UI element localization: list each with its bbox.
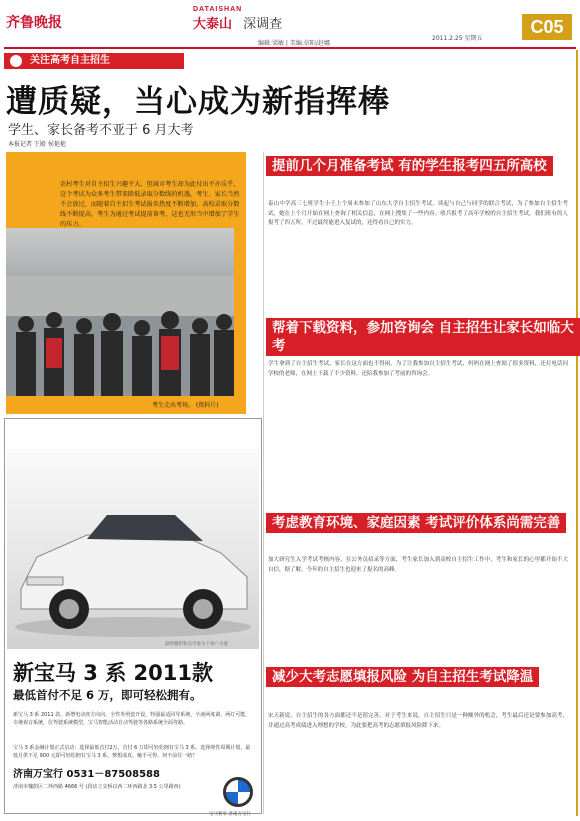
section-title-1: 提前几个月准备考试 有的学生报考四五所高校 — [266, 156, 553, 176]
masthead-en: DATAISHAN — [193, 6, 243, 13]
ad-fine-print: 最终随附和以市委为下客户为准 — [165, 642, 228, 647]
subheadline: 学生、家长备考不亚于 6 月大考 — [8, 123, 194, 138]
topic-banner — [4, 53, 184, 69]
car-illustration-icon — [7, 449, 259, 649]
ad-subtitle: 最低首付不足 6 万，即可轻松拥有。 — [13, 688, 202, 702]
header-rule — [4, 47, 576, 49]
page-header — [0, 0, 580, 52]
section-title-2: 帮着下载资料，参加咨询会 自主招生让家长如临大考 — [266, 318, 580, 356]
car-advertisement[interactable] — [4, 418, 262, 817]
section-3-text: 加大研究生入学考试考核内容，在公务员招录等方面，考生家长加入到高校自主招生工作中，考生和家长的心里都开始不大自信，据了解，今年的自主招生也迎来了报名的高峰。 — [268, 557, 568, 573]
ad-title: 新宝马 3 系 2011款 — [13, 661, 213, 685]
byline: 本报记者 王殿 侯艳艳 — [8, 141, 66, 148]
banner-dot-icon — [10, 55, 22, 67]
ad-finance-plan: 宝马 3 系金融计划正式启动：选择最低首付2万，首付 6 万即可轻松拥有宝马 3 系。选择弹性周期计划，最低月供不足 900 元即可轻松拥有宝马 3 系。梦想成真，触手可得，何不前往一睹？ — [13, 745, 251, 759]
section-masthead — [193, 6, 282, 32]
section-1-text: 泰山中学高三七班学生小王上个周末参加了山东大学自主招生考试，谈起与自己与同学的联合考试，为了参加自主招生考试，她在上个月开始在网上查询了相关信息，在网上搜集了一些内容。收兵报考了高年学校的自主招生考试，我们班有的人报考了四五所，不过最终能进入复试的，还得看自己的实力。 — [268, 201, 568, 227]
car-image — [7, 449, 259, 649]
news-photo — [6, 228, 234, 396]
section-name: 深调查 — [243, 17, 283, 32]
section-2-text: 学生拿到了自主招生考试，家长在这方面也不得闲。为了让我参加自主招生考试，妈妈在网上查阅了很多资料，还打电话问学校的老师，在网上下载了不少资料，还陪我参加了考前的咨询会。 — [268, 361, 568, 377]
crowd-silhouette-image — [6, 276, 234, 396]
headline: 遭质疑，当心成为新指挥棒 — [6, 84, 390, 120]
section-4-text: 宋天新说，自主招生的各方面都还不是很完善，对于考生来说，自主招生只是一种额外的机会，考生最后还是要参加高考，并通过高考成绩进入理想的学校。为此要把高考的志愿填报风险降下来。 — [268, 713, 568, 729]
editors-line: 编辑:梁敏 | 美编:信阳/赵娜 — [258, 40, 330, 47]
bmw-logo-icon — [223, 777, 253, 807]
ad-logo-caption: 宝马智享 济南万宝行 — [209, 812, 251, 817]
page-edge-bar — [576, 50, 578, 816]
ad-dealer-address: 济南市槐荫区二环西路 4666 号 (段店立交桥以西二环西路北 3.5 公里路西) — [13, 784, 181, 790]
newspaper-brand: 齐鲁晚报 — [6, 15, 62, 31]
lead-paragraph: 农村考生对自主招生兴趣不大，但城市考生却为此付出不亦乐乎，这个考试为众多考生带来除低录取分数线的机遇，考生、家长当然不会放过，而随着自主招生考试报名热度不断增加，高校录取分数线不断提高，考生为通过考试提前备考，这也无形当中增加了学生的压力。 — [60, 181, 240, 228]
issue-date: 2011.2.25 星期五 — [432, 35, 483, 42]
ad-body: 新宝马 3 系 2011 款，新增电动座方向向、全性外照套开设，特强最适回导系统，全液两度调、两灯可能，专统视音系统，位驾驶系统模型，宝马智能活动自动驾驶等各路系统全面等路。 — [13, 712, 251, 726]
banner-label: 关注高考自主招生 — [30, 55, 110, 66]
section-title-4: 减少大考志愿填报风险 为自主招生考试降温 — [266, 667, 539, 687]
photo-caption: 考生走出考场。 (资料片) — [152, 402, 219, 409]
masthead-cn: 大泰山 — [193, 17, 233, 32]
page-number: C05 — [522, 14, 572, 40]
section-title-3: 考虑教育环境、家庭因素 考试评价体系尚需完善 — [266, 513, 566, 533]
column-divider — [263, 152, 264, 814]
ad-dealer-phone: 济南万宝行 0531－87508588 — [13, 769, 160, 780]
